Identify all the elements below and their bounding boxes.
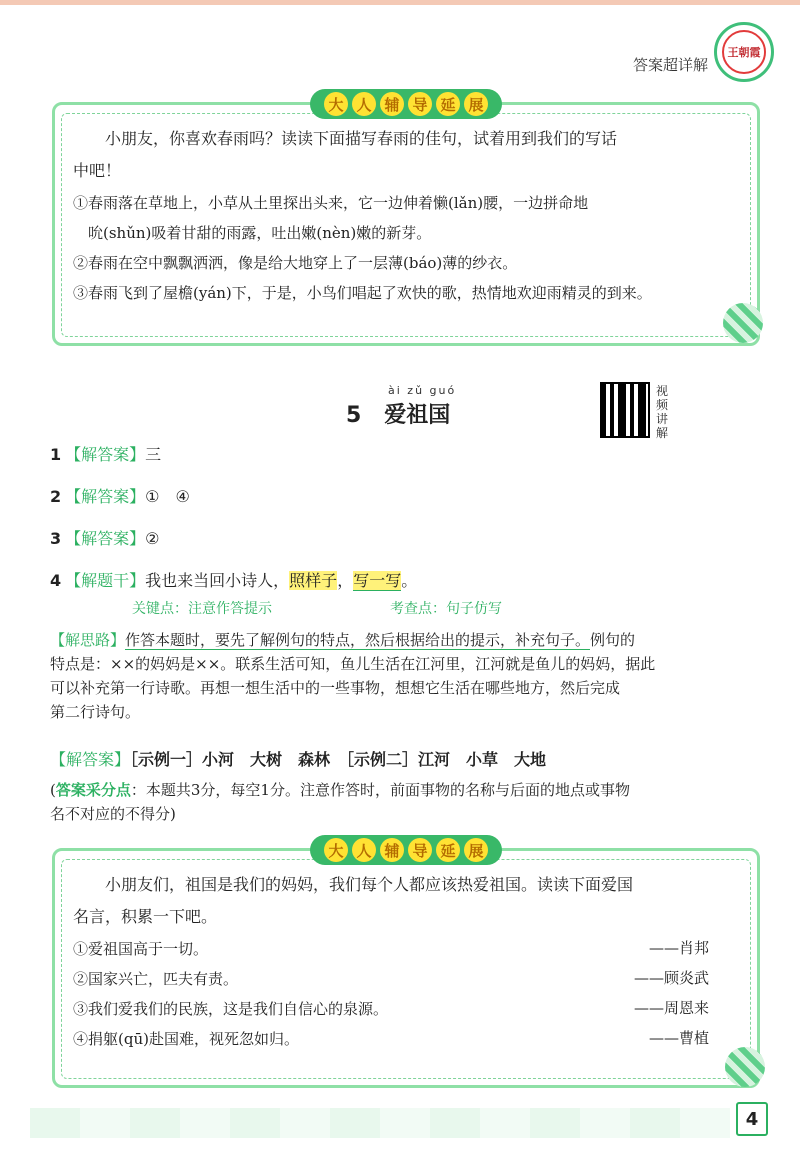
logo-text: 王朝霞	[722, 30, 766, 74]
decorative-ball	[723, 303, 763, 343]
video-label: 视频讲解	[656, 384, 669, 440]
thinking-tag: 【解思路】	[50, 631, 126, 649]
box2-intro-line1: 小朋友们，祖国是我们的妈妈，我们每个人都应该热爱祖国。读读下面爱国	[105, 875, 634, 894]
top-strip	[0, 0, 800, 5]
banner-char: 大	[324, 92, 348, 116]
question-2	[50, 484, 190, 507]
brand-logo	[714, 22, 774, 82]
answer-tag: 【解答案】	[50, 750, 131, 769]
score-tag: 答案采分点	[55, 781, 131, 799]
header-title: 答案超详解	[632, 56, 708, 74]
question-3	[50, 526, 160, 549]
banner-char: 辅	[380, 838, 404, 862]
thinking-line: 特点是：××的妈妈是××。联系生活可知，鱼儿生活在江河里，江河就是鱼儿的妈妈，据此	[50, 655, 656, 673]
question-number: 1	[50, 445, 62, 464]
page-number: 4	[736, 1102, 768, 1136]
banner-char: 展	[464, 838, 488, 862]
banner-char: 展	[464, 92, 488, 116]
qr-code[interactable]	[600, 382, 650, 438]
stem-text: ，	[337, 571, 354, 590]
banner-char: 延	[436, 92, 460, 116]
section-title	[346, 398, 450, 429]
box1-line4: ③春雨飞到了屋檐(yán)下，于是，小鸟们唱起了欢快的歌，热情地欢迎雨精灵的到来。	[73, 284, 652, 302]
section-number: 5	[346, 403, 362, 428]
footer-strip	[30, 1108, 730, 1138]
decorative-ball	[725, 1047, 765, 1087]
stem-text: 我也来当回小诗人，	[145, 571, 290, 590]
quote-item: ④捐躯(qū)赴国难，视死忽如归。	[73, 1030, 299, 1048]
extension-box-patriotism	[52, 841, 760, 1088]
answer-tag: 【解答案】	[65, 529, 146, 548]
banner-char: 延	[436, 838, 460, 862]
question-1	[50, 442, 161, 465]
question-number: 4	[50, 571, 62, 590]
question-number: 2	[50, 487, 62, 506]
answer-tag: 【解答案】	[65, 445, 146, 464]
thinking-line: 第二行诗句。	[50, 703, 141, 721]
thinking-underlined: 作答本题时，要先了解例句的特点，然后根据给出的提示，补充句子。	[125, 631, 591, 649]
thinking-line: 可以补充第一行诗歌。再想一想生活中的一些事物，想想它生活在哪些地方，然后完成	[50, 679, 621, 697]
quote-author: ——顾炎武	[633, 969, 709, 987]
question-number: 3	[50, 529, 62, 548]
extension-box-spring-rain	[52, 95, 760, 346]
box1-line3: ②春雨在空中飘飘洒洒，像是给大地穿上了一层薄(báo)薄的纱衣。	[73, 254, 518, 272]
quote-item: ②国家兴亡，匹夫有责。	[73, 970, 239, 988]
extension-banner	[310, 89, 502, 119]
stem-text: 。	[401, 571, 418, 590]
score-text-line2: 名不对应的不得分)	[50, 805, 176, 823]
answer-text: ① ④	[145, 487, 190, 506]
banner-char: 人	[352, 838, 376, 862]
quote-author: ——曹植	[648, 1029, 709, 1047]
quote-item: ①爱祖国高于一切。	[73, 940, 209, 958]
score-text: ：本题共3分，每空1分。注意作答时，前面事物的名称与后面的地点或事物	[130, 781, 630, 799]
stem-highlight: 照样子	[289, 571, 338, 590]
q4-answer	[50, 748, 750, 772]
banner-char: 导	[408, 838, 432, 862]
banner-char: 大	[324, 838, 348, 862]
box2-intro-line2: 名言，积累一下吧。	[73, 907, 218, 926]
answer-text: 三	[145, 445, 162, 464]
answer-text: ②	[145, 529, 160, 548]
score-note: (答案采分点：本题共3分，每空1分。注意作答时，前面事物的名称与后面的地点或事物 名不对应的不得分)	[50, 778, 750, 826]
section-name: 爱祖国	[384, 403, 451, 428]
box1-intro-line1: 小朋友，你喜欢春雨吗？读读下面描写春雨的佳句，试着用到我们的写话	[105, 129, 618, 148]
section-pinyin: ài zǔ guó	[388, 384, 457, 397]
quote-item: ③我们爱我们的民族，这是我们自信心的泉源。	[73, 1000, 389, 1018]
banner-char: 导	[408, 92, 432, 116]
key-point-note: 关键点：注意作答提示	[132, 601, 272, 617]
quote-author: ——周恩来	[633, 999, 709, 1017]
extension-banner	[310, 835, 502, 865]
answer-text: ［示例一］小河 大树 森林 ［示例二］江河 小草 大地	[130, 750, 547, 769]
box1-line1: ①春雨落在草地上，小草从土里探出头来，它一边伸着懒(lǎn)腰，一边拼命地	[73, 194, 589, 212]
banner-char: 辅	[380, 92, 404, 116]
thinking-paragraph	[50, 628, 750, 724]
exam-point-note: 考查点：句子仿写	[390, 601, 502, 617]
banner-char: 人	[352, 92, 376, 116]
stem-highlight-underline: 写一写	[353, 571, 402, 590]
box1-intro-line2: 中吧！	[73, 161, 122, 180]
answer-tag: 【解答案】	[65, 487, 146, 506]
box1-line2: 吮(shǔn)吸着甘甜的雨露，吐出嫩(nèn)嫩的新芽。	[88, 224, 432, 242]
thinking-text: 例句的	[590, 631, 636, 649]
stem-tag: 【解题干】	[65, 571, 146, 590]
question-4-stem	[50, 568, 417, 591]
quote-author: ——肖邦	[648, 939, 709, 957]
